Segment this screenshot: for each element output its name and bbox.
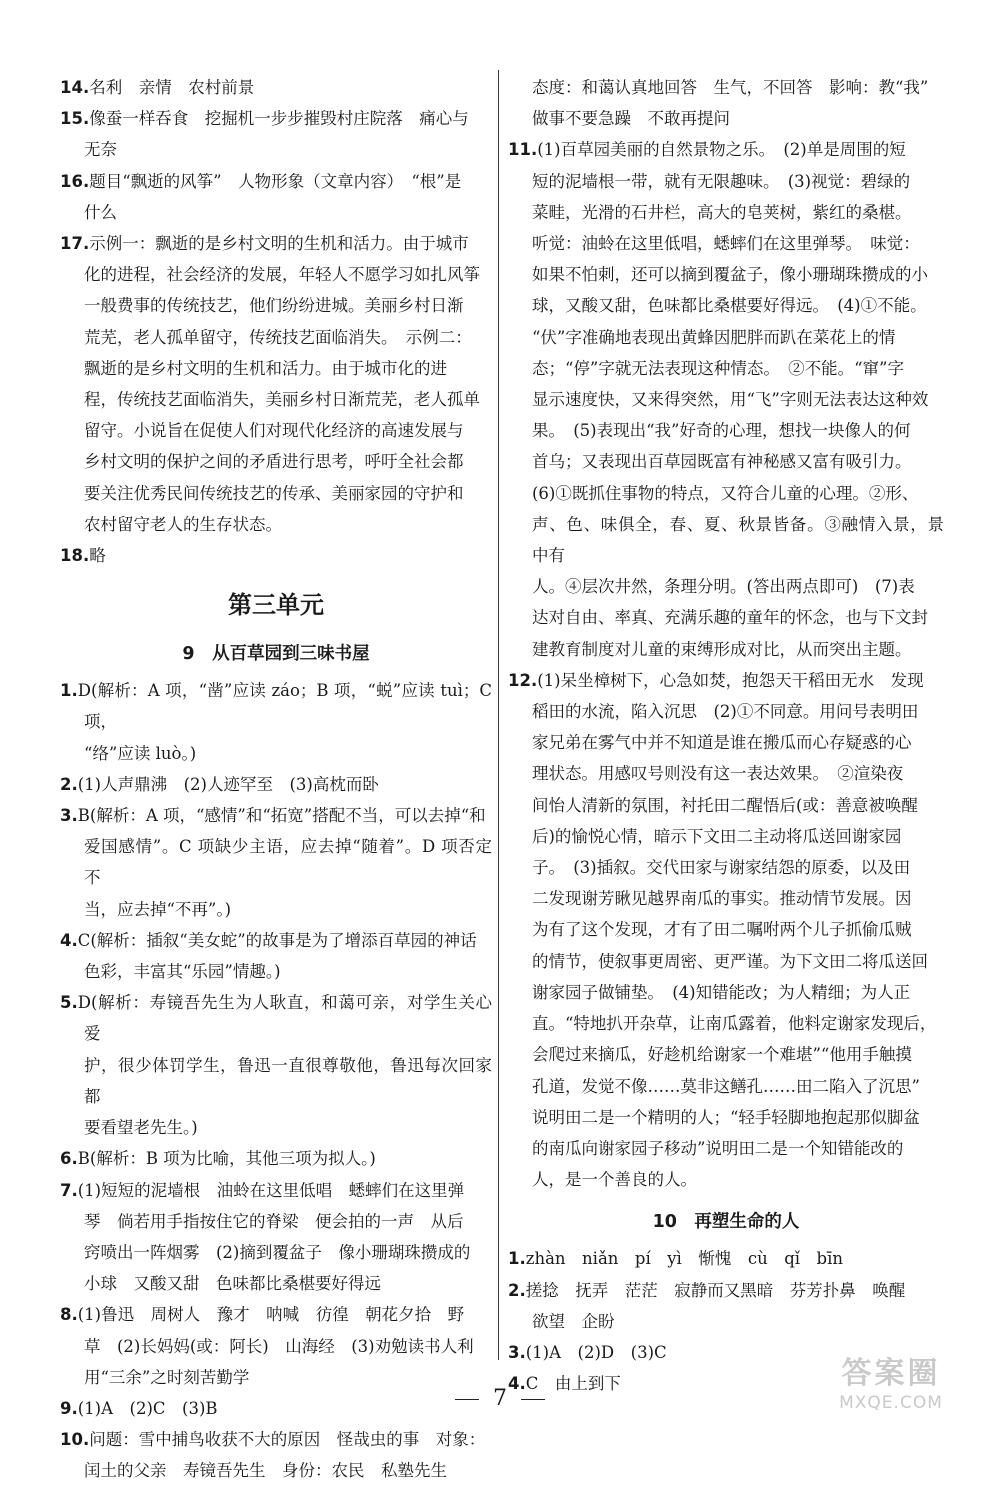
answer-item-continuation [60,1455,492,1486]
answer-item-text: 用“三余”之时刻苦勤学 [84,1367,250,1387]
answer-item-text: 显示速度快，又来得突然，用“飞”字则无法表达这种效 [532,390,929,410]
answer-item-text: (1)鲁迅 周树人 豫才 呐喊 彷徨 朝花夕拾 野 [77,1305,465,1325]
answer-item-number: 6. [60,1149,78,1169]
answer-item-continuation [508,259,944,290]
answer-item-continuation [508,322,944,353]
answer-item-text: 二发现谢芳瞅见越界南瓜的事实。推动情节发展。因 [532,889,912,909]
answer-item-text: 为有了这个发现，才有了田二嘱咐两个儿子抓偷瓜贼 [532,920,912,940]
answer-item-text: 题目“飘逝的风筝” 人物形象（文章内容） “根”是 [89,171,462,191]
answer-item-number: 4. [508,1374,526,1394]
answer-item-continuation [508,1102,944,1133]
answer-item-text: 直。“特地扒开杂草，让南瓜露着，他料定谢家发现后， [532,1014,937,1034]
answer-item-continuation [60,322,492,353]
answer-item-text: C(解析：插叙“美女蛇”的故事是为了增添百草园的神话 [77,930,477,950]
answer-item-continuation [60,134,492,165]
answer-item-text: 球，又酸又甜，色味都比桑椹要好得远。 (4)①不能。 [532,296,927,316]
answer-item-continuation [60,1237,492,1268]
answer-item-text: 谢家园子做铺垫。 (4)知错能改；为人精细；为人正 [532,982,911,1002]
answer-item-continuation [508,1039,944,1070]
right-column [508,72,944,1399]
answer-item-continuation [508,1008,944,1039]
answer-item-text: C 由上到下 [525,1374,621,1394]
answer-item-number: 12. [508,670,538,690]
answer-item [60,675,492,737]
answer-item-text: 达对自由、率真、充满乐趣的童年的怀念，也与下文封 [532,608,928,628]
answer-item-continuation [508,1071,944,1102]
left-items-after-unit [60,675,492,1486]
answer-item-text: 闰土的父亲 寿镜吾先生 身份：农民 私塾先生 [84,1461,447,1481]
lesson-title-9: 9 从百草园到三味书屋 [182,644,370,665]
page-number-dash-right [521,1399,545,1400]
answer-item-continuation [60,831,492,893]
answer-item-continuation [508,415,944,446]
answer-item-text: 要看望老先生。) [84,1118,198,1138]
answer-item [508,134,944,165]
answer-item [60,540,492,571]
answer-item-number: 2. [508,1280,526,1300]
answer-item-number: 18. [60,546,90,566]
answer-item [508,72,944,103]
answer-item-text: 欲望 企盼 [532,1311,615,1331]
answer-item-continuation [508,1306,944,1337]
answer-item-text: 孔道，发觉不像……莫非这鳝孔……田二陷入了沉思” [532,1076,920,1096]
answer-item-continuation [60,290,492,321]
answer-item-text: 搓捻 抚弄 茫茫 寂静而又黑暗 芬芳扑鼻 唤醒 [525,1280,906,1300]
answer-item-text: 护，很少体罚学生，鲁迅一直很尊敬他，鲁迅每次回家都 [84,1055,492,1106]
answer-item-text: 人，是一个善良的人。 [532,1170,697,1190]
answer-item-text: 的南瓜向谢家园子移动”说明田二是一个知错能改的 [532,1138,904,1158]
answer-item [60,1424,492,1455]
answer-item-continuation [60,1206,492,1237]
answer-item-continuation [508,696,944,727]
answer-item-continuation [60,259,492,290]
answer-item-continuation [508,821,944,852]
answer-item-text: 家兄弟在雾气中并不知道是谁在搬瓜而心存疑惑的心 [532,733,912,753]
answer-item-text: 果。 (5)表现出“我”好奇的心理，想找一块像人的何 [532,421,911,441]
answer-item-number: 17. [60,234,90,254]
answer-item [60,103,492,134]
answer-item [60,800,492,831]
answer-item-number: 3. [508,1342,526,1362]
answer-item-text: 后)的愉悦心情，暗示下文田二主动将瓜送回谢家园 [532,826,902,846]
answer-item-continuation [508,103,944,134]
answer-item-text: 做事不要急躁 不敢再提问 [532,109,730,129]
answer-item-text: 首乌；又表现出百草园既富有神秘感又富有吸引力。 [532,452,912,472]
answer-item-text: 人。④层次井然，条理分明。(答出两点即可) (7)表 [532,577,915,597]
answer-item-text: 程，传统技艺面临消失，美丽乡村日渐荒芜，老人孤单 [84,390,480,410]
answer-item-continuation [508,758,944,789]
answer-item-text: 稻田的水流，陷入沉思 (2)①不同意。用问号表明田 [532,702,919,722]
answer-item-text: 示例一：飘逝的是乡村文明的生机和活力。由于城市 [89,234,469,254]
answer-item-continuation [508,290,944,321]
answer-item-continuation [60,384,492,415]
answer-item [60,72,492,103]
answer-item-text: 窍喷出一阵烟雾 (2)摘到覆盆子 像小珊瑚珠攒成的 [84,1242,471,1262]
lesson-title-10: 10 再塑生命的人 [652,1212,800,1233]
answer-item-continuation [508,727,944,758]
answer-item-continuation [60,1331,492,1362]
answer-item-number: 10. [60,1430,90,1450]
answer-item-text: 如果不怕刺，还可以摘到覆盆子，像小珊瑚珠攒成的小 [532,265,928,285]
answer-item-continuation [508,790,944,821]
answer-item-text: 像蚕一样吞食 挖掘机一步步摧毁村庄院落 痛心与 [89,109,469,129]
answer-item [60,228,492,259]
answer-item-text: 会爬过来摘瓜，好趁机给谢家一个难堪”“他用手触摸 [532,1045,912,1065]
answer-item-text: 菜畦，光滑的石井栏，高大的皂荚树，紫红的桑椹。 [532,202,912,222]
answer-item-continuation [508,634,944,665]
answer-item-text: 草 (2)长妈妈(或：阿长) 山海经 (3)劝勉读书人利 [84,1336,474,1356]
answer-item [60,166,492,197]
answer-item-number: 3. [60,806,78,826]
answer-item-text: (1)A (2)D (3)C [525,1342,667,1362]
answer-item-number: 2. [60,774,78,794]
answer-item-continuation [508,852,944,883]
answer-item-number: 1. [508,1249,526,1269]
answer-item-continuation [60,1112,492,1143]
answer-item-text: 化的进程，社会经济的发展，年轻人不愿学习如扎风筝 [84,265,480,285]
answer-item-continuation [60,197,492,228]
answer-item-continuation [508,883,944,914]
answer-item-continuation [60,415,492,446]
answer-item-text: 态度：和蔼认真地回答 生气，不回答 影响：教“我” [532,78,929,97]
answer-item-text: 略 [89,546,106,566]
answer-item-text: 听觉：油蛉在这里低唱，蟋蟀们在这里弹琴。 味觉： [532,234,920,254]
answer-item-text: 名利 亲情 农村前景 [89,78,255,97]
answer-item-text: zhàn niǎn pí yì 惭愧 cù qǐ bīn [525,1249,844,1269]
answer-item-number: 16. [60,171,90,191]
answer-item-text: (1)百草园美丽的自然景物之乐。 (2)单是周围的短 [537,140,906,160]
answer-item-text: (1)A (2)C (3)B [77,1398,218,1418]
site-watermark [806,1356,976,1420]
answer-item-continuation [508,509,944,571]
answer-item [60,987,492,1049]
answer-item-text: 乡村文明的保护之间的矛盾进行思考，呼吁全社会都 [84,452,464,472]
answer-item-text: (6)①既抓住事物的特点，又符合儿童的心理。②形、 [532,483,919,503]
answer-item-text: 问题：雪中捕鸟收获不大的原因 怪哉虫的事 对象： [89,1430,486,1450]
answer-item-continuation [508,914,944,945]
answer-item-continuation [508,1164,944,1195]
answer-item-continuation [60,353,492,384]
unit-title: 第三单元 [228,591,324,620]
answer-item-continuation [60,956,492,987]
answer-item-text: 琴 倘若用手指按住它的脊梁 便会拍的一声 从后 [84,1211,464,1231]
answer-item-text: 农村留守老人的生存状态。 [84,514,282,534]
page-number-value: 7 [493,1386,507,1411]
answer-item-continuation [60,446,492,477]
answer-item-continuation [60,1050,492,1112]
answer-item [508,665,944,696]
answer-item-continuation [508,166,944,197]
answer-item-number: 4. [60,930,78,950]
answer-item-text: 小球 又酸又甜 色味都比桑椹要好得远 [84,1274,381,1294]
answer-item-text: B(解析：A 项，“感情”和“拓宽”搭配不当，可以去掉“和 [77,806,486,826]
answer-item-text: 荒芜，老人孤单留守，传统技艺面临消失。 示例二： [84,327,472,347]
answer-item-number: 11. [508,140,538,160]
answer-item-number: 14. [60,78,90,97]
answer-item-text: 什么 [84,202,117,222]
answer-item-text: 短的泥墙根一带，就有无限趣味。 (3)视觉：碧绿的 [532,171,911,191]
answer-item-text: 爱国感情”。C 项缺少主语，应去掉“随着”。D 项否定不 [84,837,492,888]
answer-item-continuation [60,1268,492,1299]
answer-item-text: 态；“停”字就无法表现这种情态。 ②不能。“窜”字 [532,358,904,378]
answer-item-continuation [508,977,944,1008]
answer-item-text: “络”应读 luò。) [84,743,197,763]
answer-item-text: 理状态。用感叹号则没有这一表达效果。 ②渲染夜 [532,764,904,784]
answer-item-text: (1)短短的泥墙根 油蛉在这里低唱 蟋蟀们在这里弹 [77,1180,465,1200]
answer-item [60,925,492,956]
answer-item-continuation [60,509,492,540]
answer-item-continuation [508,446,944,477]
answer-item-continuation [508,228,944,259]
answer-item-text: 声、色、味俱全，春、夏、秋景皆备。③融情入景，景中有 [532,514,944,566]
left-column [60,72,492,1487]
answer-item [60,1299,492,1330]
answer-item-continuation [508,197,944,228]
answer-item-continuation [508,602,944,633]
answer-item-text: (1)人声鼎沸 (2)人迹罕至 (3)高枕而卧 [77,774,379,794]
answer-item-continuation [60,738,492,769]
answer-item-continuation [508,478,944,509]
answer-item-text: 留守。小说旨在促使人们对现代化经济的高速发展与 [84,421,464,441]
answer-item-continuation [508,353,944,384]
answer-item-text: 要关注优秀民间传统技艺的传承、美丽家园的守护和 [84,483,464,503]
answer-item [60,1175,492,1206]
answer-item-number: 7. [60,1180,78,1200]
answer-item-number: 9. [60,1398,78,1418]
answer-item-continuation [508,384,944,415]
answer-item-text: 色彩，丰富其“乐园”情趣。) [84,962,281,982]
answer-item-text: B(解析：B 项为比喻，其他三项为拟人。) [77,1149,376,1169]
answer-item-text: D(解析：寿镜吾先生为人耿直，和蔼可亲，对学生关心爱 [77,993,492,1044]
answer-item-continuation [508,1133,944,1164]
column-divider [498,70,499,1360]
answer-item-continuation [60,478,492,509]
answer-item-text: 间怡人清新的氛围，衬托田二醒悟后(或：善意被唤醒 [532,795,918,815]
answer-item-number: 5. [60,993,78,1013]
right-items [508,72,944,1195]
answer-item-continuation [508,946,944,977]
answer-item-text: 飘逝的是乡村文明的生机和活力。由于城市化的进 [84,358,447,378]
answer-item-text: 当，应去掉“不再”。) [84,899,232,919]
answer-item-number: 1. [60,681,78,701]
answer-item-text: 一般费事的传统技艺，他们纷纷进城。美丽乡村日渐 [84,296,464,316]
answer-item-text: (1)呆坐樟树下，心急如焚，抱怨天干稻田无水 发现 [537,670,924,690]
answer-item [508,1275,944,1306]
answer-item-text: 的情节，使叙事更周密、更严谨。为下文田二将瓜送回 [532,951,928,971]
answer-item-number: 8. [60,1305,78,1325]
left-items-before-unit [60,72,492,571]
answer-item [60,769,492,800]
answer-item-text: D(解析：A 项，“凿”应读 záo；B 项，“蜕”应读 tuì；C 项， [77,681,492,732]
answer-item-number: 15. [60,109,90,129]
answer-item-continuation [60,894,492,925]
answer-item [508,1243,944,1274]
page-number-dash-left [455,1399,479,1400]
watermark-logo-text: 答案圈 [841,1356,941,1391]
answer-item-continuation [508,571,944,602]
answer-item [60,1143,492,1174]
answer-item-text: “伏”字准确地表现出黄蜂因肥胖而趴在菜花上的情 [532,327,896,347]
answer-item-text: 建教育制度对儿童的束缚形成对比，从而突出主题。 [532,639,912,659]
answer-item-text: 说明田二是一个精明的人；“轻手轻脚地抱起那似脚盆 [532,1107,920,1127]
answer-item-text: 子。 (3)插叙。交代田家与谢家结怨的原委，以及田 [532,858,911,878]
watermark-url: MXQE.COM [839,1393,943,1413]
answer-item-text: 无奈 [84,140,117,160]
